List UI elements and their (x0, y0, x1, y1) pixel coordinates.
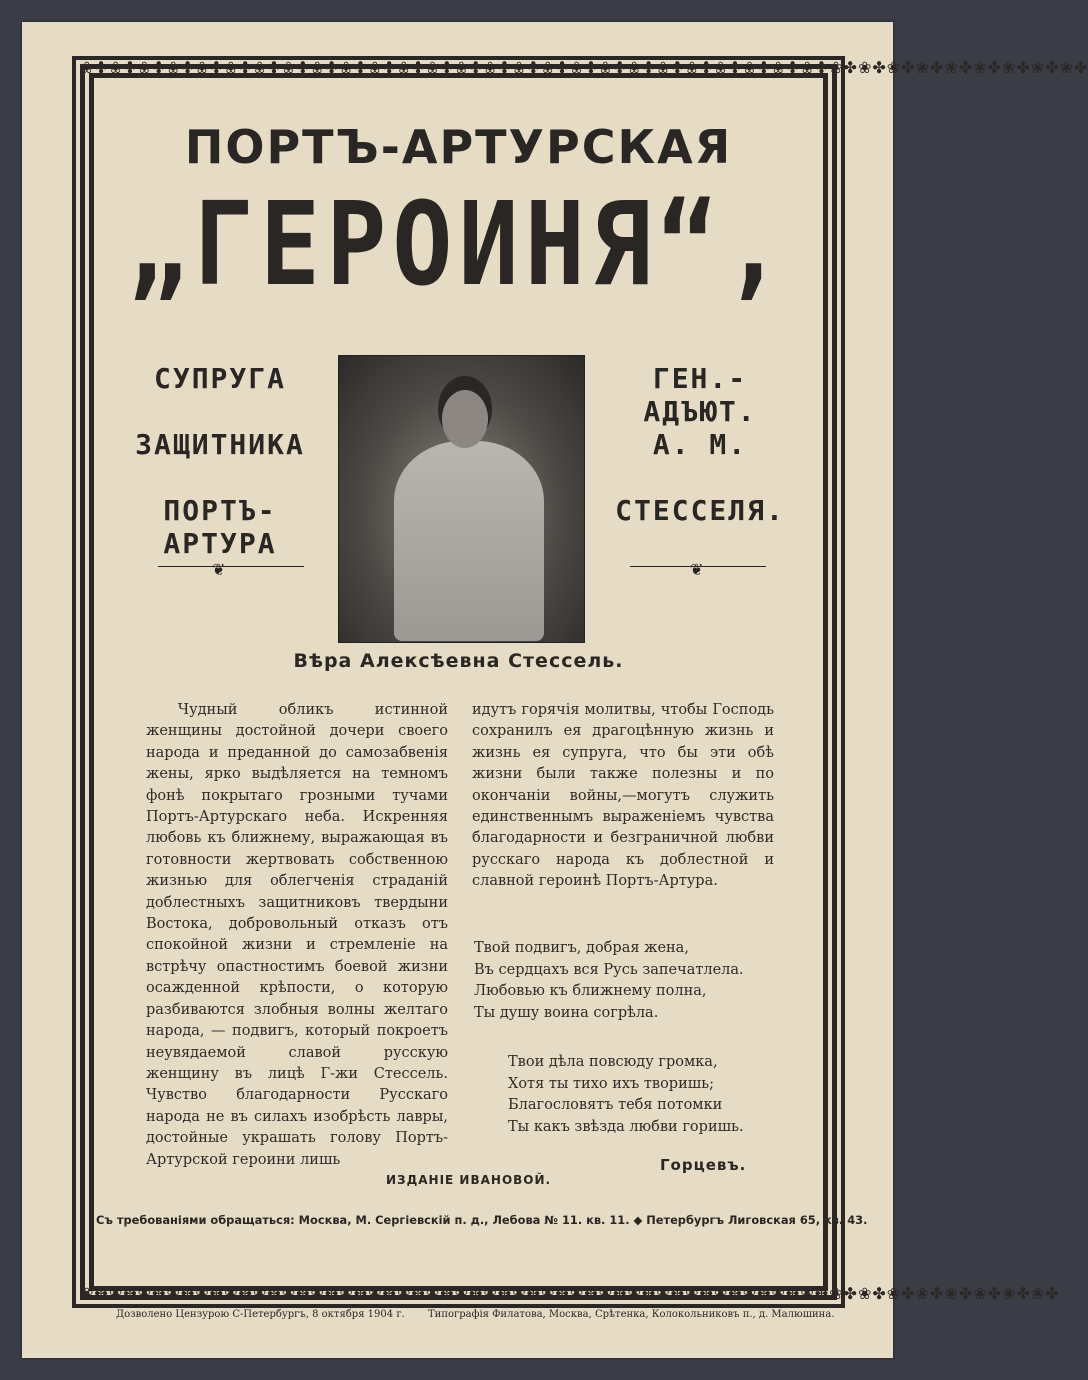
text-column-right (472, 700, 774, 893)
right-side-line-1: ГЕН.-АДЪЮТ. (643, 362, 757, 428)
poem-line: Твой подвигъ, добрая жена, (474, 940, 689, 956)
left-divider (158, 566, 304, 567)
right-divider-ornament: ❦ (690, 560, 704, 579)
frame-ornament-bottom: ❀✤❀✤❀✤❀✤❀✤❀✤❀✤❀✤❀✤❀✤❀✤❀✤❀✤❀✤❀✤❀✤❀✤❀✤❀✤❀✤❀✤❀✤❀✤❀✤❀✤❀✤❀✤❀✤❀✤❀✤❀✤❀✤❀✤❀✤ (80, 1284, 1060, 1303)
left-divider-ornament: ❦ (212, 560, 226, 579)
poem-stanza-1 (474, 938, 744, 1024)
censor-note: Дозволено Цензурою С-Петербургъ, 8 октября 1904 г. (116, 1309, 405, 1320)
left-side-line-2: ЗАЩИТНИКА (135, 428, 305, 461)
printer-note: Типографія Филатова, Москва, Срѣтенка, Колокольниковъ п., д. Малюшина. (428, 1309, 835, 1320)
portrait-photo (338, 355, 585, 643)
poster-title-line2: „ГЕРОИНЯ“, (127, 177, 790, 312)
frame-ornament-top: ❀✤❀✤❀✤❀✤❀✤❀✤❀✤❀✤❀✤❀✤❀✤❀✤❀✤❀✤❀✤❀✤❀✤❀✤❀✤❀✤❀✤❀✤❀✤❀✤❀✤❀✤❀✤❀✤❀✤❀✤❀✤❀✤❀✤❀✤❀✤ (80, 58, 1088, 77)
left-column-paragraph: Чудный обликъ истинной женщины достойной дочери своего народа и преданной до самозабвенія жены, ярко выдѣляется на темномъ фонѣ покрытаго грозными тучами Портъ-Артурскаго неба. Искренняя любовь къ ближнему, выражающая въ готовности жертвовать собственною жизнью для облегченія страданій доблестныхъ защитниковъ твердыни Востока, добровольный отказъ отъ спокойной жизни и стремленіе на встрѣчу опастностимъ боевой жизни осажденной крѣпости, о которую разбиваются злобныя волны желтаго народа, — подвигъ, который покроетъ неувядаемой славой русскую женщину въ лицѣ Г-жи Стессель. Чувство благодарности Русскаго народа не въ силахъ изобрѣсть лавры, достойные украшать голову Портъ-Артурской героини лишь (146, 702, 448, 1168)
poem-stanza-2 (508, 1052, 744, 1138)
poem-line: Ты душу воина согрѣла. (474, 1004, 659, 1021)
portrait-caption: Вѣра Алексѣевна Стессель. (293, 650, 624, 672)
poem-line: Твои дѣла повсюду громка, (508, 1054, 718, 1070)
contacts-line: Съ требованіями обращаться: Москва, М. Сергіевскій п. д., Лебова № 11. кв. 11. ◆ Петербургъ Лиговская 65, кв. 43. (96, 1213, 868, 1227)
poem-line: Въ сердцахъ вся Русь запечатлела. (474, 961, 744, 978)
text-column-left (146, 700, 448, 1171)
poem-line: Любовью къ ближнему полна, (474, 983, 707, 1000)
poster-title-line1: ПОРТЪ-АРТУРСКАЯ (184, 120, 733, 174)
poem-line: Благословятъ тебя потомки (508, 1097, 723, 1114)
right-side-line-2: А. М. (652, 428, 748, 461)
left-side-line-1: СУПРУГА (153, 362, 286, 395)
right-side-line-3: СТЕССЕЛЯ. (615, 494, 785, 527)
portrait-figure (394, 441, 544, 641)
left-side-line-3: ПОРТЪ-АРТУРА (163, 494, 277, 560)
publisher-line: ИЗДАНІЕ ИВАНОВОЙ. (386, 1173, 552, 1187)
poem-line: Хотя ты тихо ихъ творишь; (508, 1075, 715, 1092)
poem-line: Ты какъ звѣзда любви горишь. (508, 1118, 744, 1135)
poem-author: Горцевъ. (660, 1156, 747, 1174)
portrait-head (442, 390, 488, 448)
right-column-paragraph: идутъ горячія молитвы, чтобы Господь сохранилъ ея драгоцѣнную жизнь и жизнь ея супруга, что бы эти обѣ жизни были также полезны и по окончаніи войны,—могутъ служить единственнымъ выраженіемъ чувства благодарности и безграничной любви русскаго народа къ доблестной и славной героинѣ Портъ-Артура. (472, 702, 774, 890)
